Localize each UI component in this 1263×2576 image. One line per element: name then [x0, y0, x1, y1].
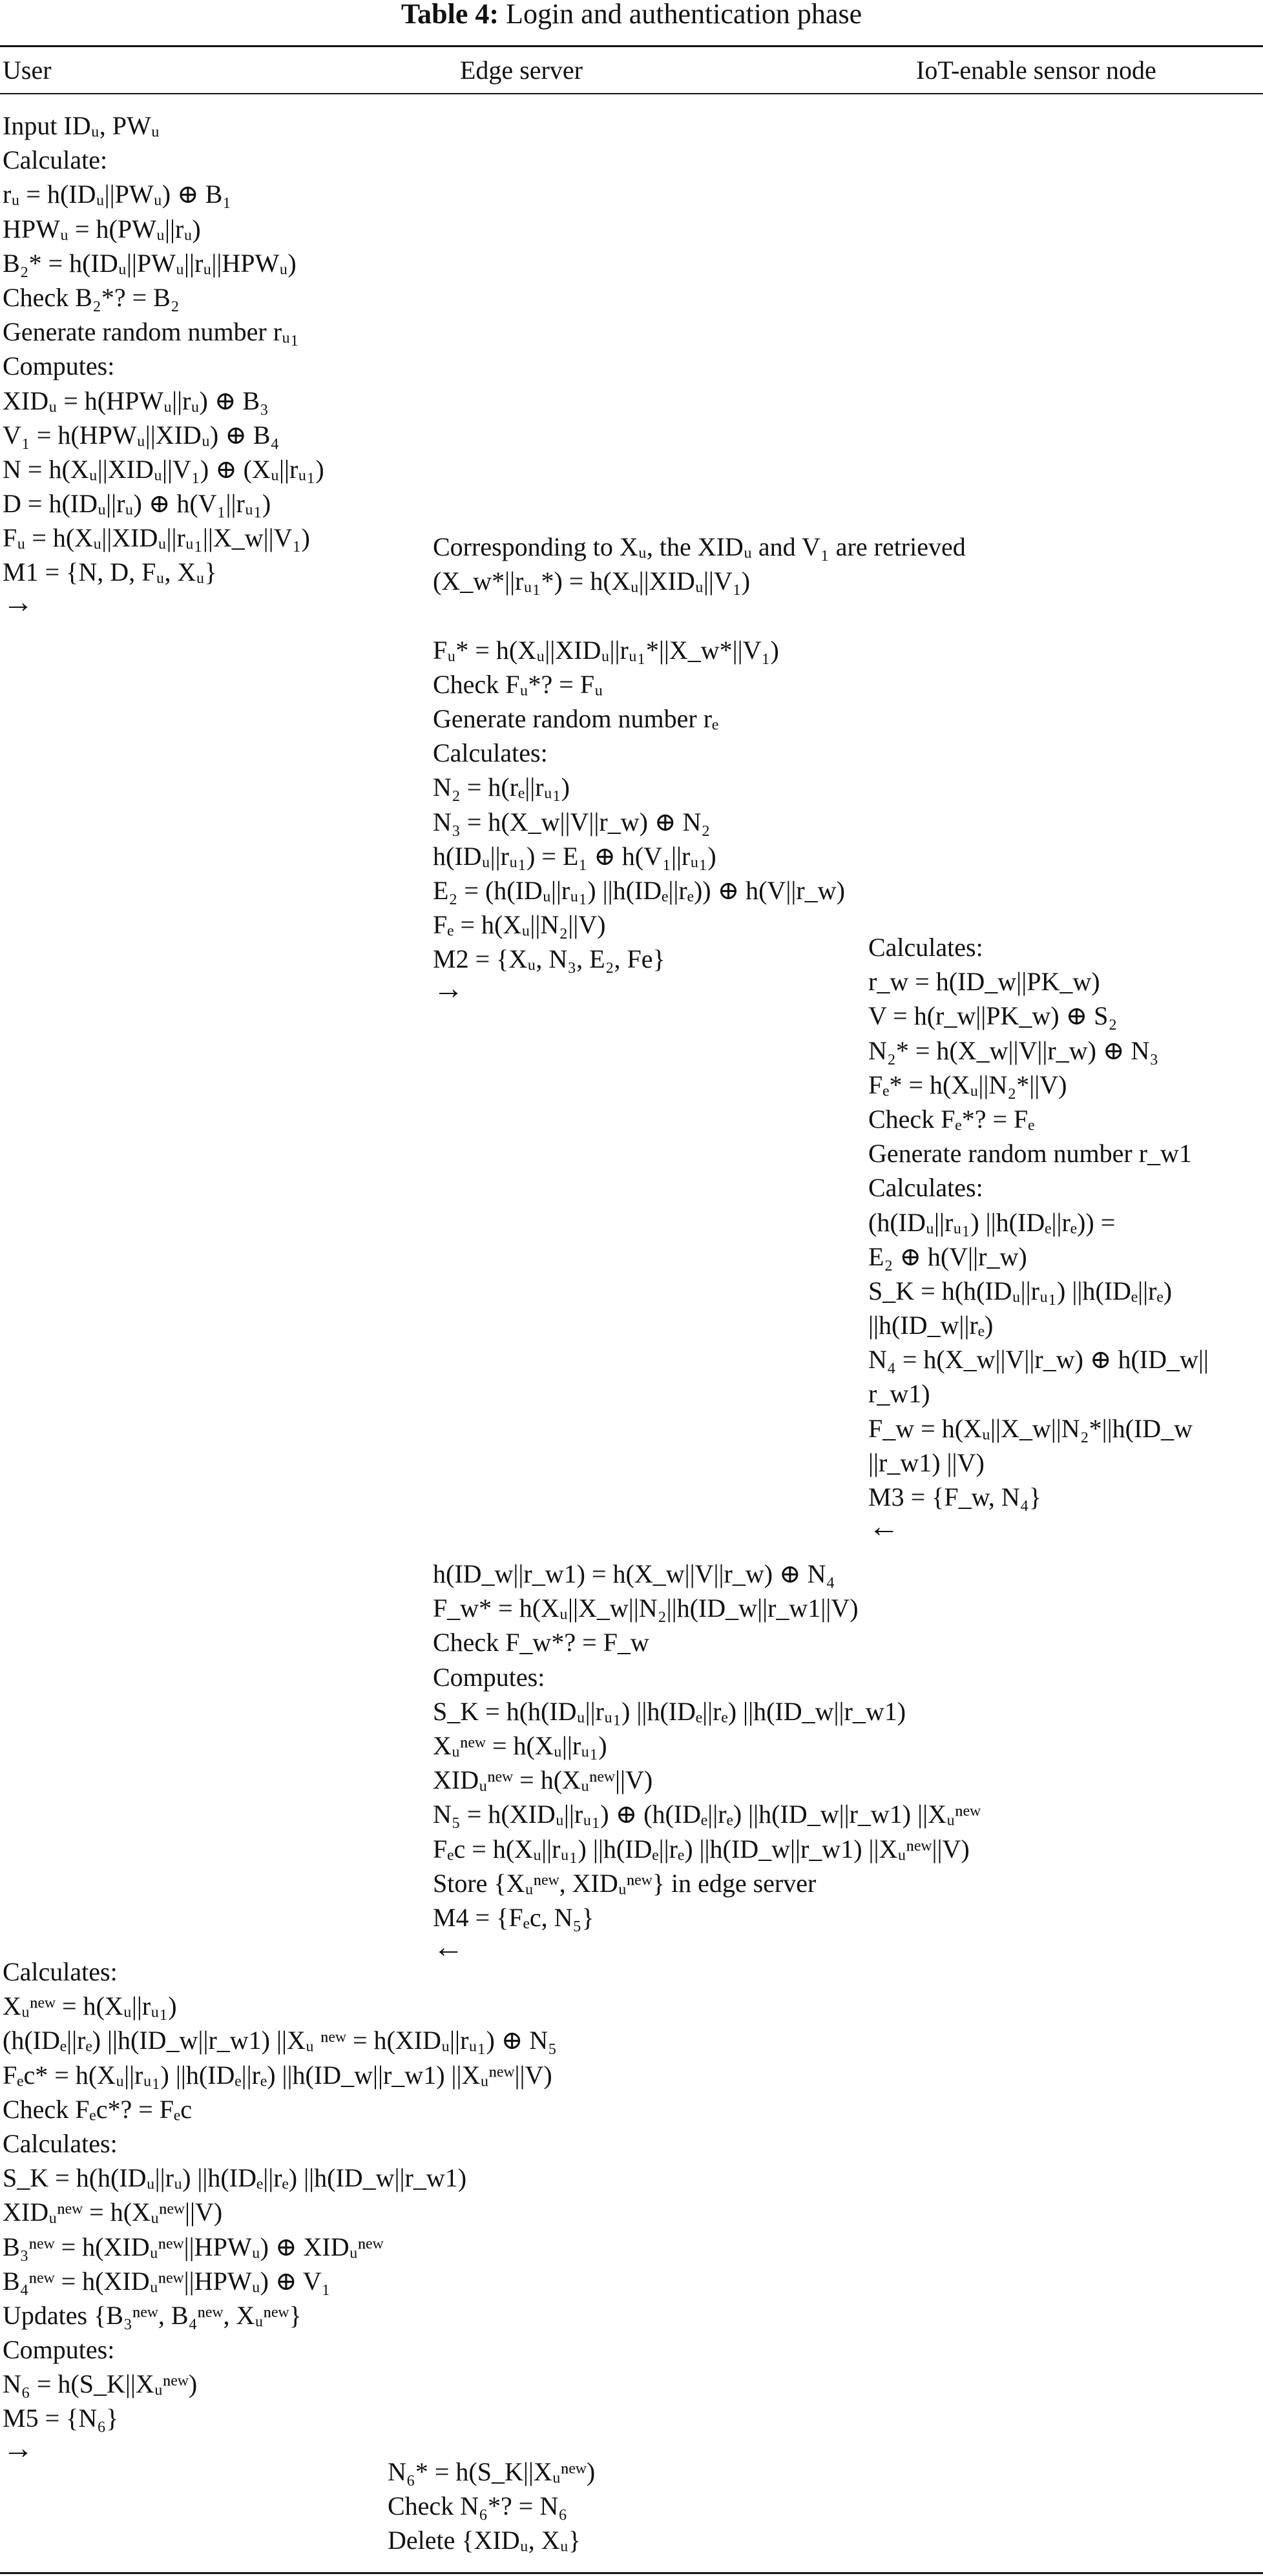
protocol-line: B₃ⁿᵉʷ = h(XIDᵤⁿᵉʷ||HPWᵤ) ⊕ XIDᵤⁿᵉʷ — [3, 2232, 384, 2261]
protocol-line: N₂ = h(rₑ||rᵤ₁) — [433, 773, 570, 802]
user-column-block-2 — [3, 1955, 558, 2466]
protocol-line: F_w* = h(Xᵤ||X_w||N₂||h(ID_w||r_w1||V) — [433, 1594, 859, 1623]
protocol-line: h(IDᵤ||rᵤ₁) = E₁ ⊕ h(V₁||rᵤ₁) — [433, 841, 716, 871]
protocol-line: Check N₆*? = N₆ — [388, 2491, 568, 2521]
protocol-line: rᵤ = h(IDᵤ||PWᵤ) ⊕ B₁ — [3, 180, 232, 209]
protocol-line: → — [433, 971, 464, 1006]
protocol-line: Delete {XIDᵤ, Xᵤ} — [388, 2526, 581, 2555]
protocol-line: (X_w*||rᵤ₁*) = h(Xᵤ||XIDᵤ||V₁) — [433, 566, 751, 596]
protocol-line: S_K = h(h(IDᵤ||rᵤ) ||h(IDₑ||rₑ) ||h(ID_w||r_w1) — [3, 2163, 467, 2193]
protocol-line: M2 = {Xᵤ, N₃, E₂, Fe} — [433, 944, 665, 974]
protocol-line: XIDᵤⁿᵉʷ = h(Xᵤⁿᵉʷ||V) — [433, 1765, 653, 1795]
protocol-line: Input IDᵤ, PWᵤ — [3, 111, 160, 140]
protocol-line: Generate random number r_w1 — [868, 1139, 1192, 1169]
protocol-line: Xᵤⁿᵉʷ = h(Xᵤ||rᵤ₁) — [3, 1991, 177, 2021]
protocol-line: Generate random number rₑ — [433, 703, 719, 733]
protocol-line: XIDᵤ = h(HPWᵤ||rᵤ) ⊕ B₃ — [3, 386, 269, 415]
column-header-edge-server: Edge server — [460, 56, 583, 85]
protocol-line: M4 = {Fₑc, N₅} — [433, 1902, 594, 1932]
protocol-line: Computes: — [433, 1662, 545, 1692]
protocol-line: N = h(Xᵤ||XIDᵤ||V₁) ⊕ (Xᵤ||rᵤ₁) — [3, 454, 324, 484]
protocol-line: ← — [433, 1930, 464, 1965]
bottom-rule — [0, 2572, 1263, 2574]
protocol-line: Updates {B₃ⁿᵉʷ, B₄ⁿᵉʷ, Xᵤⁿᵉʷ} — [3, 2300, 302, 2330]
protocol-line: → — [3, 2431, 34, 2466]
protocol-line: E₂ ⊕ h(V||r_w) — [868, 1241, 1027, 1271]
protocol-line: Calculates: — [3, 1957, 118, 1986]
protocol-line: N₃ = h(X_w||V||r_w) ⊕ N₂ — [433, 807, 711, 836]
header-rule — [0, 93, 1263, 94]
protocol-line: XIDᵤⁿᵉʷ = h(Xᵤⁿᵉʷ||V) — [3, 2197, 223, 2227]
protocol-line: Check Fᵤ*? = Fᵤ — [433, 669, 603, 699]
protocol-line: Fₑ* = h(Xᵤ||N₂*||V) — [868, 1070, 1067, 1099]
protocol-line: B₄ⁿᵉʷ = h(XIDᵤⁿᵉʷ||HPWᵤ) ⊕ V₁ — [3, 2266, 331, 2296]
protocol-line: ||r_w1) ||V) — [868, 1448, 985, 1477]
protocol-line: M3 = {F_w, N₄} — [868, 1482, 1041, 1511]
protocol-line: Generate random number rᵤ₁ — [3, 317, 300, 347]
protocol-line: N₂* = h(X_w||V||r_w) ⊕ N₃ — [868, 1035, 1159, 1065]
protocol-line: N₆ = h(S_K||Xᵤⁿᵉʷ) — [3, 2369, 198, 2399]
protocol-line: Computes: — [3, 351, 115, 381]
column-header-user: User — [3, 56, 52, 85]
column-header-sensor-node: IoT-enable sensor node — [916, 56, 1156, 85]
protocol-line: Fᵤ* = h(Xᵤ||XIDᵤ||rᵤ₁*||X_w*||V₁) — [433, 635, 779, 665]
protocol-line: Check B₂*? = B₂ — [3, 282, 180, 312]
edge-column-block-2 — [433, 1557, 981, 1965]
protocol-line: Computes: — [3, 2335, 115, 2365]
protocol-line: S_K = h(h(IDᵤ||rᵤ₁) ||h(IDₑ||rₑ) ||h(ID_w||r_w1) — [433, 1696, 906, 1726]
protocol-line: S_K = h(h(IDᵤ||rᵤ₁) ||h(IDₑ||rₑ) — [868, 1276, 1173, 1305]
protocol-line: Corresponding to Xᵤ, the XIDᵤ and V₁ are retrieved — [433, 532, 966, 561]
protocol-line: Fₑc* = h(Xᵤ||rᵤ₁) ||h(IDₑ||rₑ) ||h(ID_w||r_w1) ||Xᵤⁿᵉʷ||V) — [3, 2060, 552, 2090]
protocol-line: HPWᵤ = h(PWᵤ||rᵤ) — [3, 214, 201, 244]
protocol-line: D = h(IDᵤ||rᵤ) ⊕ h(V₁||rᵤ₁) — [3, 489, 271, 519]
protocol-line: r_w1) — [868, 1379, 930, 1409]
protocol-line: Calculates: — [868, 933, 983, 962]
protocol-line: N₄ = h(X_w||V||r_w) ⊕ h(ID_w|| — [868, 1345, 1209, 1375]
table-title: Login and authentication phase — [506, 0, 862, 30]
user-column-block-1 — [3, 109, 324, 619]
protocol-line: V₁ = h(HPWᵤ||XIDᵤ) ⊕ B₄ — [3, 420, 280, 450]
protocol-line: V = h(r_w||PK_w) ⊕ S₂ — [868, 1001, 1118, 1031]
protocol-line: F_w = h(Xᵤ||X_w||N₂*||h(ID_w — [868, 1413, 1193, 1443]
table-label: Table 4: — [401, 0, 499, 30]
protocol-line: ← — [868, 1510, 899, 1544]
edge-column-block-3 — [388, 2455, 595, 2558]
protocol-line: Calculates: — [3, 2128, 118, 2158]
protocol-line: (h(IDᵤ||rᵤ₁) ||h(IDₑ||rₑ)) = — [868, 1207, 1116, 1237]
protocol-line: N₅ = h(XIDᵤ||rᵤ₁) ⊕ (h(IDₑ||rₑ) ||h(ID_w||r_w1) ||Xᵤⁿᵉʷ — [433, 1800, 981, 1829]
protocol-line: Fₑ = h(Xᵤ||N₂||V) — [433, 910, 606, 940]
protocol-line: → — [3, 585, 34, 619]
protocol-line: Fᵤ = h(Xᵤ||XIDᵤ||rᵤ₁||X_w||V₁) — [3, 523, 310, 553]
protocol-line: E₂ = (h(IDᵤ||rᵤ₁) ||h(IDₑ||rₑ)) ⊕ h(V||r_w) — [433, 875, 845, 905]
protocol-line: Check F_w*? = F_w — [433, 1628, 649, 1657]
protocol-line: ||h(ID_w||rₑ) — [868, 1311, 994, 1340]
protocol-line: r_w = h(ID_w||PK_w) — [868, 967, 1100, 997]
protocol-line: M5 = {N₆} — [3, 2404, 119, 2433]
protocol-line: Xᵤⁿᵉʷ = h(Xᵤ||rᵤ₁) — [433, 1730, 607, 1760]
top-rule — [0, 45, 1263, 47]
protocol-line: Check Fₑ*? = Fₑ — [868, 1104, 1035, 1134]
protocol-line — [433, 598, 966, 632]
protocol-line: Fₑc = h(Xᵤ||rᵤ₁) ||h(IDₑ||rₑ) ||h(ID_w||r_w1) ||Xᵤⁿᵉʷ||V) — [433, 1834, 970, 1864]
protocol-line: Store {Xᵤⁿᵉʷ, XIDᵤⁿᵉʷ} in edge server — [433, 1868, 817, 1898]
protocol-line: Calculate: — [3, 145, 108, 175]
protocol-line: Check Fₑc*? = Fₑc — [3, 2094, 193, 2124]
table-caption — [0, 0, 1263, 28]
sensor-column-block — [868, 930, 1209, 1544]
protocol-line: h(ID_w||r_w1) = h(X_w||V||r_w) ⊕ N₄ — [433, 1559, 835, 1588]
protocol-line: M1 = {N, D, Fᵤ, Xᵤ} — [3, 557, 217, 587]
protocol-line: (h(IDₑ||rₑ) ||h(ID_w||r_w1) ||Xᵤ ⁿᵉʷ = h(XIDᵤ||rᵤ₁) ⊕ N₅ — [3, 2026, 558, 2055]
protocol-line: Calculates: — [868, 1173, 983, 1203]
protocol-line: Calculates: — [433, 738, 548, 768]
protocol-line: N₆* = h(S_K||Xᵤⁿᵉʷ) — [388, 2457, 596, 2486]
protocol-line: B₂* = h(IDᵤ||PWᵤ||rᵤ||HPWᵤ) — [3, 248, 297, 278]
